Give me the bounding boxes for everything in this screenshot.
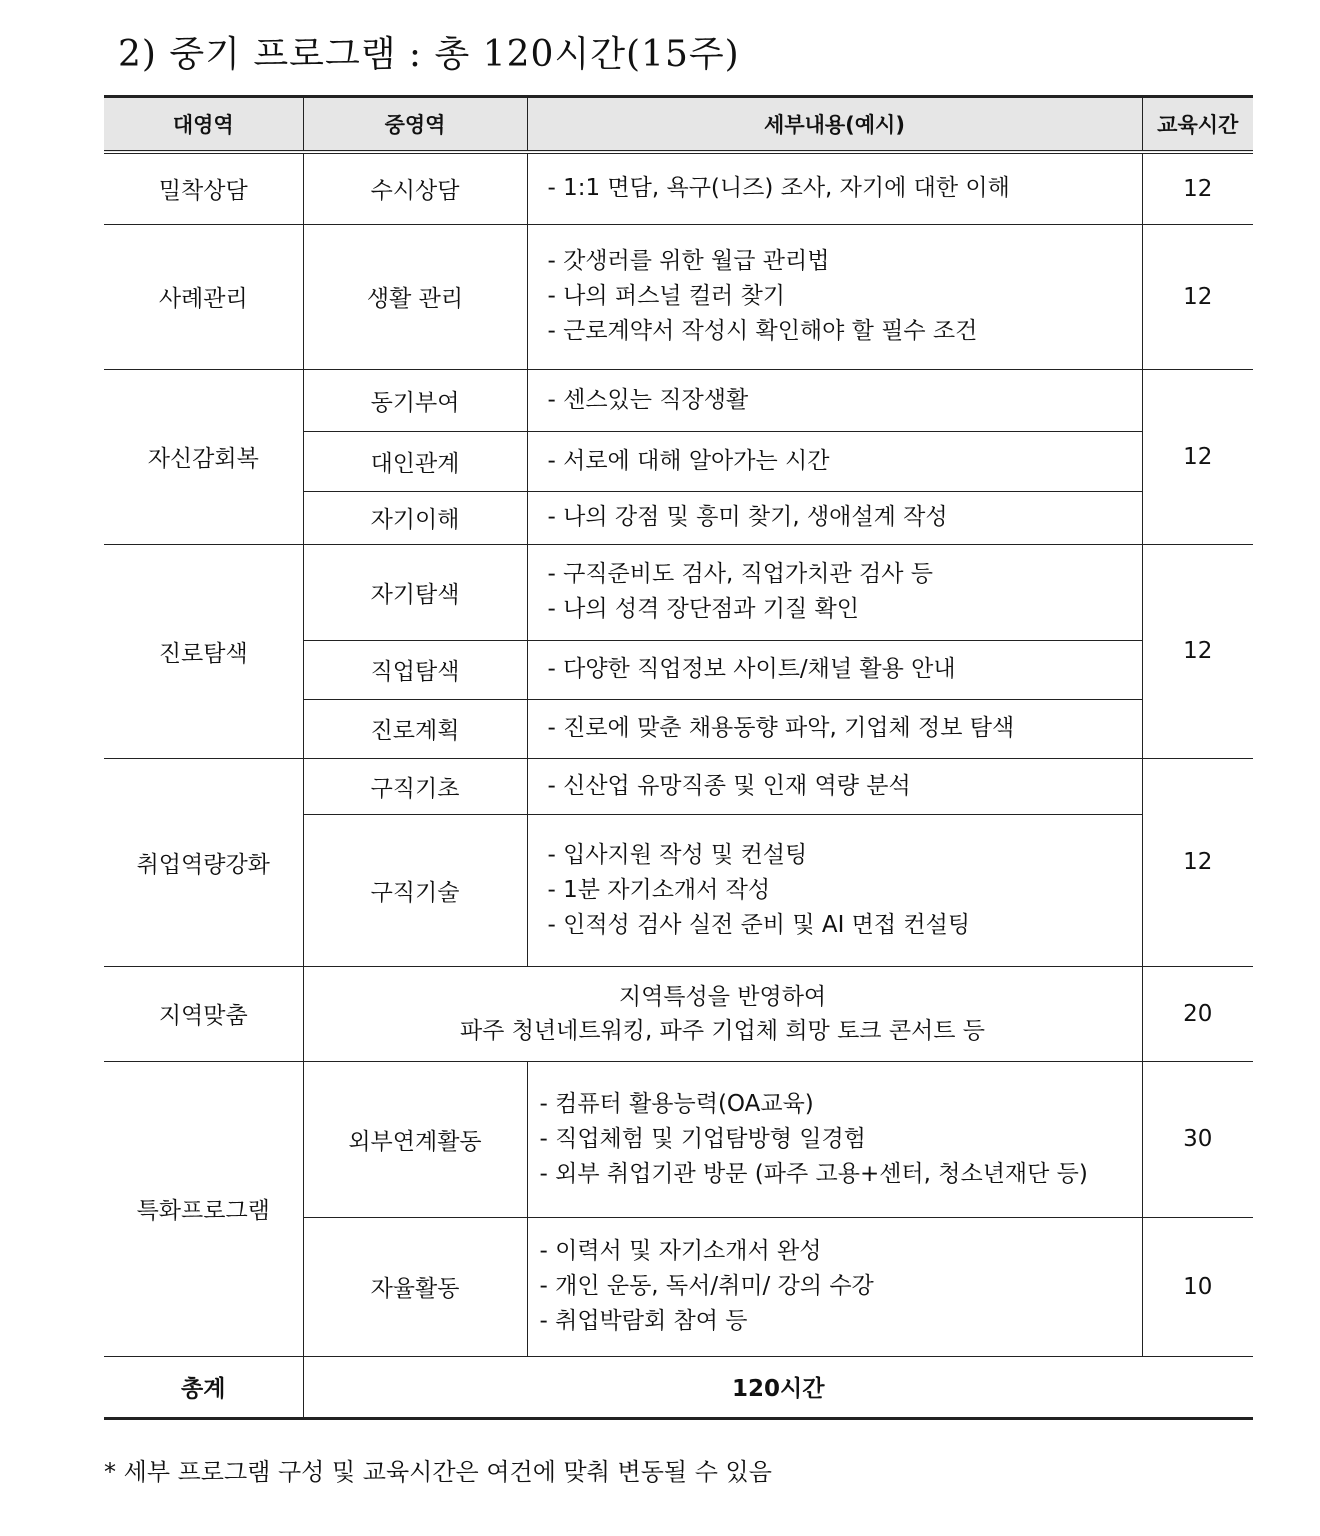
detail-line: - 입사지원 작성 및 컨설팅 — [547, 841, 808, 868]
detail-line: - 나의 성격 장단점과 기질 확인 — [547, 596, 859, 622]
detail-line: - 이력서 및 자기소개서 완성 — [539, 1238, 822, 1264]
hours-cell: 12 — [1142, 152, 1253, 224]
details-cell — [527, 224, 1142, 369]
details-cell — [527, 152, 1142, 224]
sub-area-cell: 동기부여 — [303, 369, 527, 431]
table-row — [104, 1061, 1253, 1217]
detail-line: - 1분 자기소개서 작성 — [547, 876, 771, 903]
detail-line: - 취업박람회 참여 등 — [539, 1308, 748, 1334]
hours-cell: 30 — [1142, 1061, 1253, 1217]
detail-line: - 신산업 유망직종 및 인재 역량 분석 — [547, 772, 911, 799]
hours-cell: 12 — [1142, 544, 1253, 758]
sub-area-cell: 구직기초 — [303, 758, 527, 814]
table-header-row — [104, 97, 1253, 153]
details-cell — [527, 431, 1142, 491]
header-details: 세부내용(예시) — [527, 97, 1142, 153]
sub-area-cell: 생활 관리 — [303, 224, 527, 369]
sub-area-cell: 직업탐색 — [303, 640, 527, 699]
details-cell — [527, 544, 1142, 640]
sub-area-cell: 수시상담 — [303, 152, 527, 224]
total-row — [104, 1356, 1253, 1418]
details-cell — [303, 966, 1142, 1061]
detail-line: - 다양한 직업정보 사이트/채널 활용 안내 — [547, 656, 956, 682]
detail-line: - 개인 운동, 독서/취미/ 강의 수강 — [539, 1273, 874, 1299]
footnote: * 세부 프로그램 구성 및 교육시간은 여건에 맞춰 변동될 수 있음 — [104, 1458, 772, 1486]
sub-area-cell: 대인관계 — [303, 431, 527, 491]
detail-line: - 인적성 검사 실전 준비 및 AI 면접 컨설팅 — [547, 911, 971, 938]
major-area-cell: 사례관리 — [104, 224, 303, 369]
major-area-cell: 특화프로그램 — [104, 1061, 303, 1356]
detail-line: - 외부 취업기관 방문 (파주 고용+센터, 청소년재단 등) — [539, 1160, 1088, 1187]
table-row — [104, 152, 1253, 224]
details-cell — [527, 1061, 1142, 1217]
sub-area-cell: 외부연계활동 — [303, 1061, 527, 1217]
header-hours: 교육시간 — [1142, 97, 1253, 153]
detail-line: - 1:1 면담, 욕구(니즈) 조사, 자기에 대한 이해 — [547, 175, 1010, 202]
hours-cell: 10 — [1142, 1217, 1253, 1356]
detail-line: - 갓생러를 위한 월급 관리법 — [547, 248, 830, 274]
hours-cell: 12 — [1142, 369, 1253, 544]
table-row — [104, 758, 1253, 814]
detail-line: - 직업체험 및 기업탐방형 일경험 — [539, 1125, 866, 1152]
detail-line: - 센스있는 직장생활 — [547, 386, 749, 413]
detail-line: - 서로에 대해 알아가는 시간 — [547, 447, 830, 474]
major-area-cell: 자신감회복 — [104, 369, 303, 544]
major-area-cell: 취업역량강화 — [104, 758, 303, 966]
detail-line: - 진로에 맞춘 채용동향 파악, 기업체 정보 탐색 — [547, 715, 1015, 741]
details-cell — [527, 491, 1142, 544]
details-cell — [527, 640, 1142, 699]
sub-area-cell: 구직기술 — [303, 814, 527, 966]
table-row — [104, 544, 1253, 640]
detail-line: - 컴퓨터 활용능력(OA교육) — [539, 1090, 814, 1117]
table-row — [104, 369, 1253, 431]
total-value: 120시간 — [303, 1356, 1253, 1418]
page-title: 2) 중기 프로그램 : 총 120시간(15주) — [118, 34, 740, 75]
hours-cell: 20 — [1142, 966, 1253, 1061]
program-table — [104, 95, 1253, 1420]
details-cell — [527, 1217, 1142, 1356]
header-sub-area: 중영역 — [303, 97, 527, 153]
details-cell — [527, 814, 1142, 966]
header-major-area: 대영역 — [104, 97, 303, 153]
detail-line: - 구직준비도 검사, 직업가치관 검사 등 — [547, 561, 933, 587]
major-area-cell: 진로탐색 — [104, 544, 303, 758]
hours-cell: 12 — [1142, 758, 1253, 966]
hours-cell: 12 — [1142, 224, 1253, 369]
detail-line: 지역특성을 반영하여 — [618, 983, 827, 1010]
detail-line: - 근로계약서 작성시 확인해야 할 필수 조건 — [547, 318, 978, 344]
detail-line: - 나의 강점 및 흥미 찾기, 생애설계 작성 — [547, 504, 948, 530]
details-cell — [527, 699, 1142, 758]
major-area-cell: 지역맞춤 — [104, 966, 303, 1061]
detail-line: - 나의 퍼스널 컬러 찾기 — [547, 283, 786, 309]
table-row — [104, 966, 1253, 1061]
details-cell — [527, 369, 1142, 431]
major-area-cell: 밀착상담 — [104, 152, 303, 224]
details-cell — [527, 758, 1142, 814]
sub-area-cell: 진로계획 — [303, 699, 527, 758]
table-row — [104, 224, 1253, 369]
total-label: 총계 — [104, 1356, 303, 1418]
sub-area-cell: 자율활동 — [303, 1217, 527, 1356]
detail-line: 파주 청년네트워킹, 파주 기업체 희망 토크 콘서트 등 — [459, 1017, 986, 1044]
sub-area-cell: 자기탐색 — [303, 544, 527, 640]
sub-area-cell: 자기이해 — [303, 491, 527, 544]
